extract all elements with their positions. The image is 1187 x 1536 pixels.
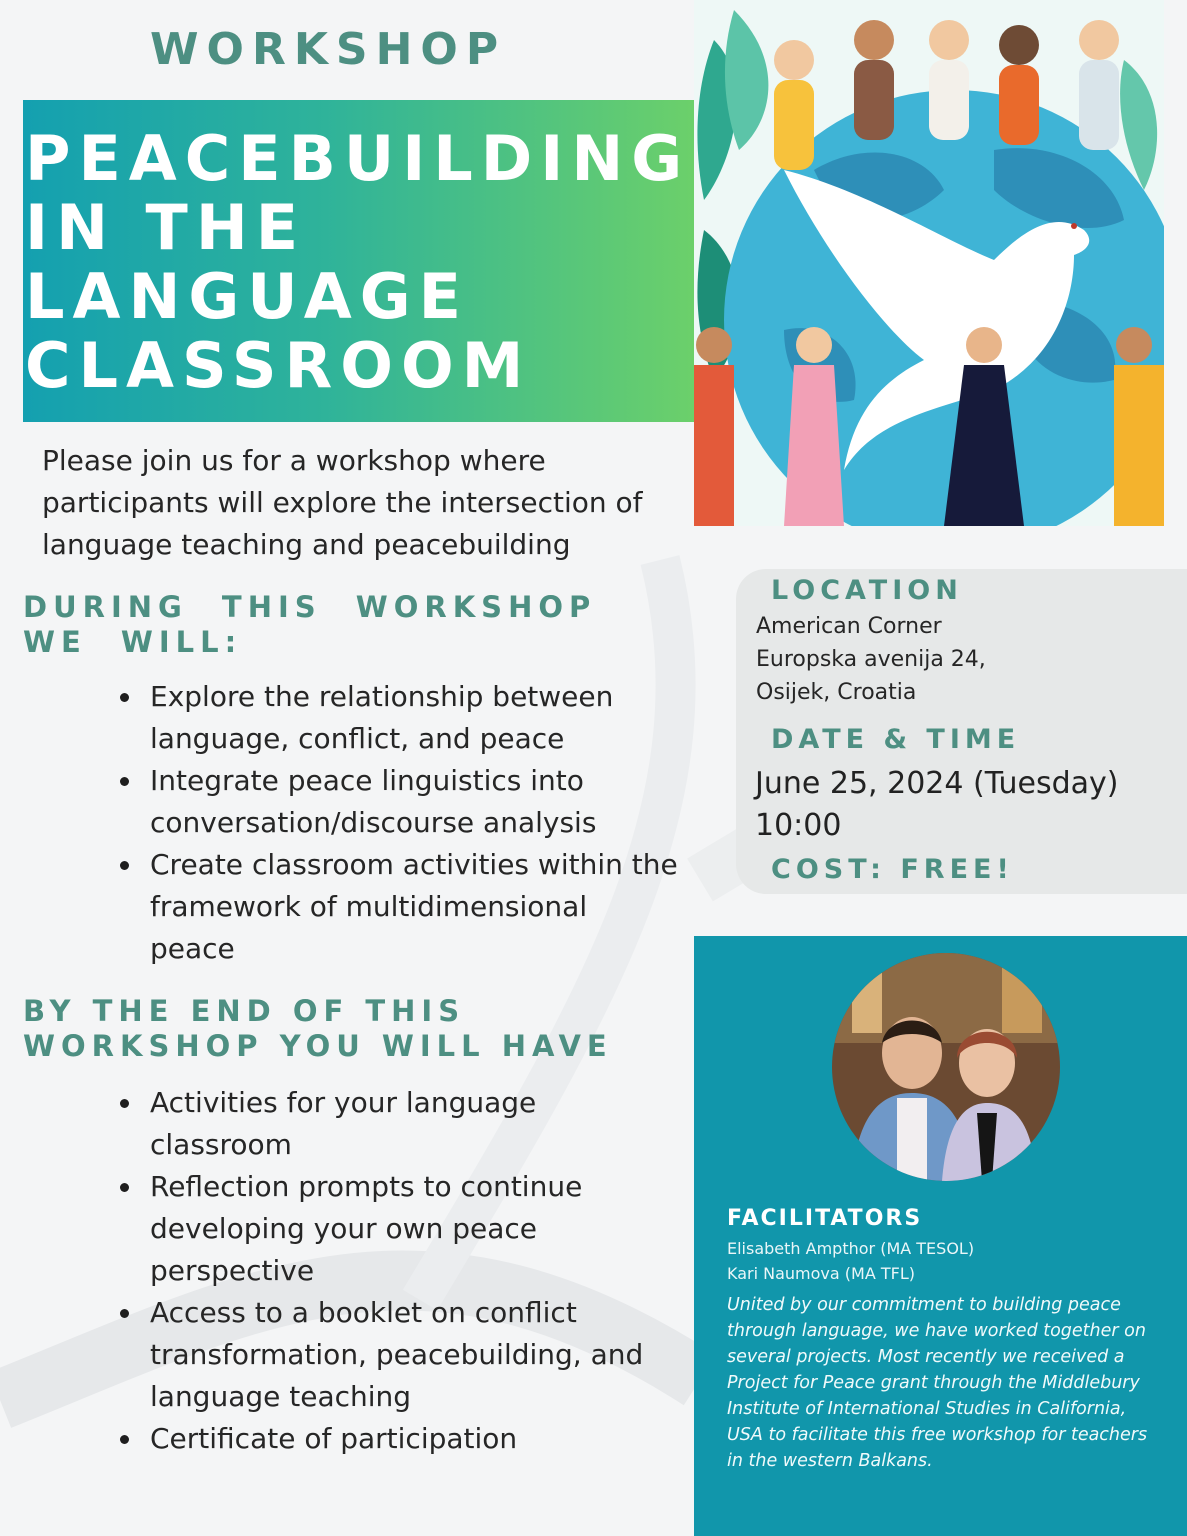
event-date: June 25, 2024 (Tuesday)	[755, 766, 1119, 801]
list-item	[120, 676, 680, 760]
list-item	[120, 1292, 660, 1418]
list-item-text: Integrate peace linguistics into conversation/discourse analysis	[150, 764, 597, 839]
globe-dove-illustration	[694, 0, 1164, 526]
list-item-text: Access to a booklet on conflict transformation, peacebuilding, and language teaching	[150, 1296, 644, 1413]
outcomes-heading: BY THE END OF THIS WORKSHOP YOU WILL HAVE	[23, 994, 613, 1063]
title-line: PEACEBUILDING	[25, 122, 691, 195]
intro-text: Please join us for a workshop where participants will explore the intersection of language teaching and peacebuilding	[42, 444, 643, 561]
list-item	[120, 760, 680, 844]
event-info-card	[736, 569, 1187, 894]
bullet-icon	[120, 1435, 129, 1444]
list-item-text: Reflection prompts to continue developing your own peace perspective	[150, 1170, 583, 1287]
outcomes-list	[120, 1082, 660, 1460]
title-line: IN THE	[25, 191, 307, 264]
title-line: LANGUAGE	[25, 260, 469, 333]
bullet-icon	[120, 1183, 129, 1192]
bullet-icon	[120, 1099, 129, 1108]
bullet-icon	[120, 1309, 129, 1318]
list-item	[120, 1082, 660, 1166]
workshop-kicker: WORKSHOP	[150, 24, 507, 75]
facilitator-name: Elisabeth Ampthor (MA TESOL)	[727, 1239, 975, 1258]
cost-label: COST: FREE!	[771, 854, 1014, 885]
facilitators-bio: United by our commitment to building peace through language, we have worked together on several projects. Most recently we received a Project for Peace grant through the Middlebury Institute of International Studies in California, USA to facilitate this free workshop for teachers in the western Balkans.	[727, 1295, 1148, 1471]
facilitator-name: Kari Naumova (MA TFL)	[727, 1264, 915, 1283]
event-time: 10:00	[755, 808, 842, 843]
during-list	[120, 676, 680, 970]
facilitators-photo	[832, 953, 1060, 1181]
list-item-text: Explore the relationship between language, conflict, and peace	[150, 680, 614, 755]
list-item	[120, 844, 680, 970]
facilitators-panel	[694, 936, 1187, 1536]
during-heading: DURING THIS WORKSHOP WE WILL:	[23, 590, 597, 659]
location-address	[756, 610, 986, 709]
bullet-icon	[120, 861, 129, 870]
address-line: American Corner	[756, 614, 942, 639]
list-item	[120, 1418, 660, 1460]
list-item-text: Activities for your language classroom	[150, 1086, 537, 1161]
bullet-icon	[120, 777, 129, 786]
page-title	[25, 124, 690, 400]
date-time-heading: DATE & TIME	[771, 724, 1021, 755]
list-item-text: Create classroom activities within the framework of multidimensional peace	[150, 848, 678, 965]
title-banner	[23, 100, 696, 422]
location-heading: LOCATION	[771, 575, 963, 606]
hero-illustration	[694, 0, 1164, 526]
facilitators-names	[727, 1236, 974, 1286]
list-item	[120, 1166, 660, 1292]
facilitators-portrait-icon	[832, 953, 1060, 1181]
address-line: Osijek, Croatia	[756, 680, 917, 705]
facilitators-heading: FACILITATORS	[727, 1206, 923, 1231]
title-line: CLASSROOM	[25, 329, 532, 402]
list-item-text: Certificate of participation	[150, 1422, 518, 1455]
bullet-icon	[120, 693, 129, 702]
address-line: Europska avenija 24,	[756, 647, 986, 672]
